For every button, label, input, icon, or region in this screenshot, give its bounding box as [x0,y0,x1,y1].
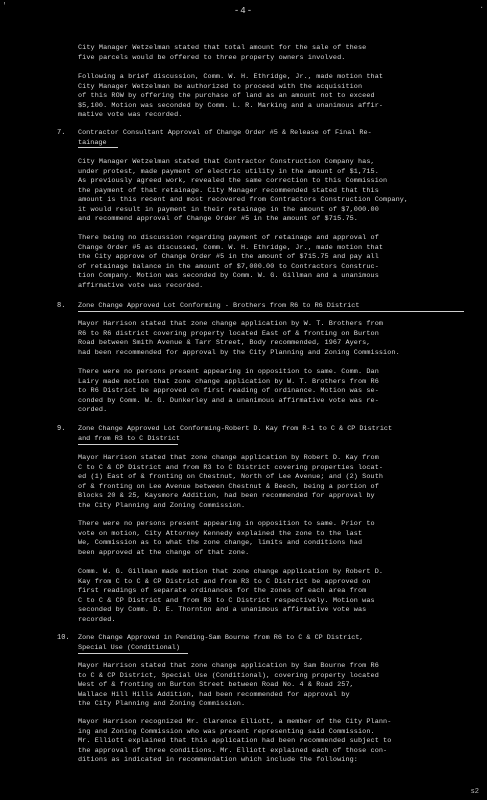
item-8-heading: Zone Change Approved Lot Conforming - Brothers from R6 to R6 District [78,302,360,310]
item-7-number: 7. [57,129,66,137]
item-9-heading-underline [78,444,178,445]
page-number: -4- [233,6,254,16]
item-10-paragraph-2: Mayor Harrison recognized Mr. Clarence Elliott, a member of the City Plann- ing and Zoning Commission who was present representing said Commission. Mr. Elliott explained that this application had been recommended subject to the approval of three conditions. Mr. Elliott explained each of those con- ditions as indicated in recommendation which include the following: [78,718,392,764]
bottom-corner-mark: s2 [470,788,479,796]
item-7-paragraph-1: City Manager Wetzelman stated that Contractor Construction Company has, under protest, made payment of electric utility in the amount of $1,715. As previously agreed work, revealed the same correction to this Commission the payment of that retainage. City Manager recommended stated that this amount is this recent and most recovered from Contractors Construction Company, it would result in payment in their retainage in the amount of $7,000.00 and recommend approval of Change Order #5 in the amount of $715.75. [78,158,409,223]
corner-mark-right: . [479,2,484,11]
item-9-heading: Zone Change Approved Lot Conforming-Robert D. Kay from R-1 to C & CP District and from R3 to C District [78,425,393,443]
item-8-number: 8. [57,302,66,310]
item-9-paragraph-1: Mayor Harrison stated that zone change application by Robert D. Kay from C to C & CP District and from R3 to C District covering properties locat- ed (1) East of & fronting on Chestnut, North of Lee Avenue; and (2) South of & fronting on Lee Avenue between Chestnut & Beech, being a portion of Blocks 20 & 25, Kaysmore Addition, had been recommended for approval by the City Planning and Zoning Commission. [78,454,384,510]
item-8-paragraph-1: Mayor Harrison stated that zone change application by W. T. Brothers from R6 to R6 district covering property located East of & fronting on Burton Road between Smith Avenue & Tarr Street, Body recommended, 1967 Ayers, had been recommended for approval by the City Planning and Zoning Commission. [78,320,400,357]
corner-mark-left: ' [2,2,7,11]
intro-paragraph-1: City Manager Wetzelman stated that total amount for the sale of these five parcels would be offered to three property owners involved. [78,44,367,62]
item-10-heading: Zone Change Approved in Pending-Sam Bourne from R6 to C & CP District, Special Use (Conditional) [78,634,364,652]
item-8-paragraph-2: There were no persons present appearing in opposition to same. Comm. Dan Lairy made motion that zone change application by W. T. Brothers from R6 to R6 District be approved on first reading of ordinance. Motion was se- conded by Comm. W. G. Dunkerley and a unanimous affirmative vote was re- corded. [78,368,379,414]
item-10-paragraph-1: Mayor Harrison stated that zone change application by Sam Bourne from R6 to C & CP District, Special Use (Conditional), covering property located West of & fronting on Burton Street between Road No. 4 & Road 257, Wallace Hill Hills Addition, had been recommended for approval by the City Planning and Zoning Commission. [78,662,379,708]
item-9-number: 9. [57,425,66,433]
item-7-paragraph-2: There being no discussion regarding payment of retainage and approval of Change Order #5 as discussed, Comm. W. H. Ethridge, Jr., made motion that the City approve of Change Order #5 in the amount of $715.75 and pay all of retainage balance in the amount of $7,000.00 to Contractors Construc- tion Company. Motion was seconded by Comm. W. G. Gillman and a unanimous affirmative vote was recorded. [78,234,384,290]
item-8-heading-underline [78,311,464,312]
item-9-paragraph-3: Comm. W. G. Gillman made motion that zone change application by Robert D. Kay from C to C & CP District and from R3 to C District be approved on first readings of separate ordinances for the zones of each area from C to C & CP District and from R3 to C District respectively. Motion was seconded by Comm. D. E. Thornton and a unanimous affirmative vote was recorded. [78,568,384,624]
item-7-heading-underline [78,147,118,148]
item-7-heading: Contractor Consultant Approval of Change Order #5 & Release of Final Re- tainage [78,129,372,147]
item-10-number: 10. [57,634,70,642]
item-9-paragraph-2: There were no persons present appearing in opposition to same. Prior to vote on motion, City Attorney Kennedy explained the zone to the last We, Commission as to what the zone change, limits and conditions had been approved at the change of that zone. [78,520,375,557]
item-10-heading-underline [78,653,188,654]
intro-paragraph-2: Following a brief discussion, Comm. W. H. Ethridge, Jr., made motion that City Manager Wetzelman be authorized to proceed with the acquisition of this ROW by offering the purchase of land as an amount not to exceed $5,100. Motion was seconded by Comm. L. R. Marking and a unanimous affir- mative vote was recorded. [78,73,384,119]
